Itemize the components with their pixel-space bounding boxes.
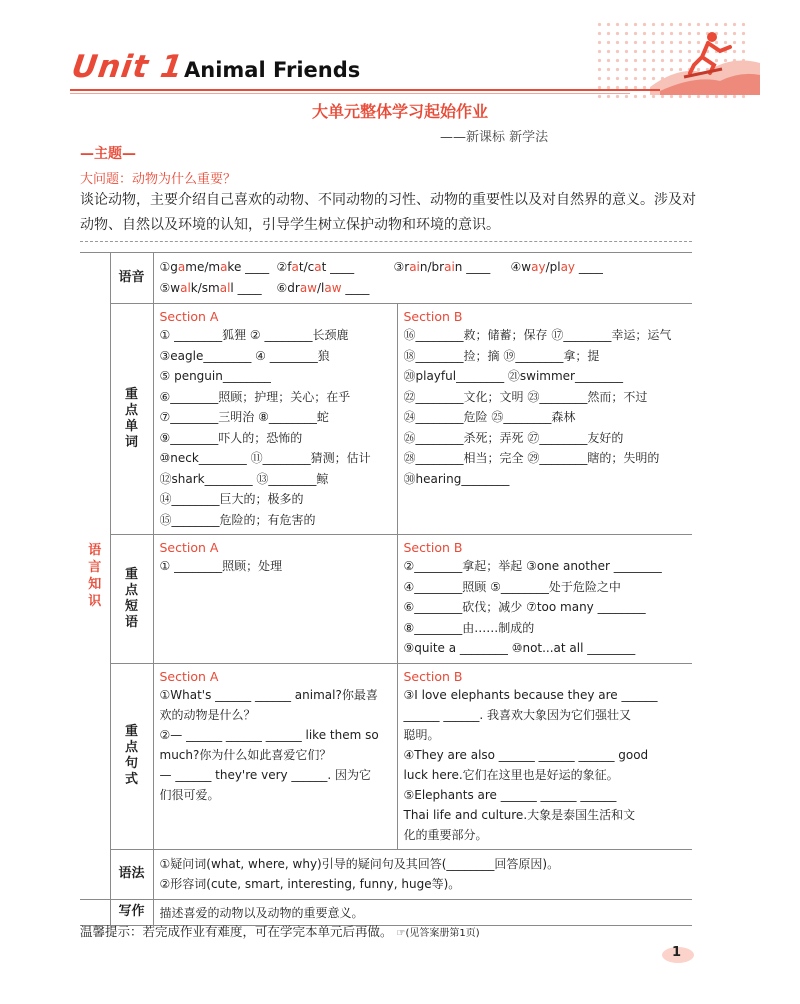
section-b-heading: Section B	[403, 668, 463, 684]
list-line: much?你为什么如此喜爱它们？	[159, 747, 332, 762]
section-b-heading: Section B	[403, 309, 463, 324]
list-line: luck here.它们在这里也是好运的象征。	[403, 767, 619, 782]
list-line: ① ________照顾；处理	[159, 559, 283, 573]
list-line: ______ ______. 我喜欢大象因为它们强壮又	[403, 707, 631, 722]
theme-intro: 谈论动物，主要介绍自己喜欢的动物、不同动物的习性、动物的重要性以及对自然界的意义。涉及对动物、自然以及环境的认知，引导学生树立保护动物和环境的意识。	[80, 192, 696, 233]
vocab-a-list	[160, 325, 391, 530]
header-divider	[70, 89, 660, 91]
unit-title: Animal Friends	[184, 58, 361, 82]
sentences-section-b	[397, 663, 692, 849]
list-line: ②________拿起；举起 ③one another ________	[403, 559, 662, 573]
grammar-list	[160, 854, 687, 895]
list-line: 欢的动物是什么？	[159, 707, 256, 722]
writing-label: 写作	[110, 899, 153, 925]
section-a-heading: Section A	[159, 309, 219, 324]
footer-tip-text: 温馨提示：若完成作业有难度，可在学完本单元后再做。	[80, 924, 393, 939]
phrases-section-a	[153, 535, 397, 664]
section-a-heading: Section A	[159, 668, 219, 684]
list-line: ⑨quite a ________ ⑩not...at all ________	[403, 641, 636, 655]
page-subtitle: ——新课标 新学法	[440, 130, 549, 145]
list-line: ③I love elephants because they are ______	[403, 687, 658, 702]
footer-tip	[80, 922, 480, 940]
phrases-b-list	[404, 556, 687, 659]
list-line: ⑮________危险的；有危害的	[159, 512, 316, 527]
list-line: ㉔________危险 ㉕________森林	[403, 410, 576, 424]
list-line: 化的重要部分。	[403, 827, 488, 842]
theme-tag: —主题—	[80, 146, 136, 162]
page-number: 1	[672, 945, 682, 960]
list-line: ⑤ penguin________	[159, 369, 271, 383]
list-line: ⑥________砍伐；减少 ⑦too many ________	[403, 600, 646, 614]
vocab-section-b	[397, 304, 692, 535]
pronunciation-label: 语音	[110, 253, 153, 304]
phrases-label: 重点短语	[110, 535, 153, 664]
pronunciation-item: ⑥draw/law ____	[276, 281, 370, 295]
list-line: Thai life and culture.大象是泰国生活和文	[403, 807, 636, 822]
list-line: ㉒________文化；文明 ㉓________然而；不过	[403, 389, 648, 404]
sentences-a-list	[160, 685, 391, 805]
section-b-heading: Section B	[403, 540, 463, 555]
pronunciation-row-2	[160, 278, 687, 299]
list-line: 聪明。	[403, 727, 440, 742]
language-knowledge-label: 语言知识	[80, 253, 110, 900]
list-line: ②— ______ ______ ______ like them so	[159, 727, 379, 742]
list-line: ⑤Elephants are ______ ______ ______	[403, 787, 617, 802]
vocab-section-a	[153, 304, 397, 535]
list-line: ㉖________杀死；弄死 ㉗________友好的	[403, 430, 624, 445]
sentences-b-list	[404, 685, 687, 845]
sentences-section-a	[153, 663, 397, 849]
list-line: 们很可爱。	[159, 787, 220, 802]
section-a-heading: Section A	[159, 540, 219, 555]
list-line: ⑦________三明治 ⑧________蛇	[159, 410, 329, 424]
list-line: ⑥________照顾；护理；关心；在乎	[159, 389, 351, 404]
list-line: ⑭________巨大的；极多的	[159, 492, 304, 506]
list-line: ⑯________救；储蓄；保存 ⑰________幸运；运气	[403, 328, 672, 342]
big-question: 大问题：动物为什么重要？	[80, 172, 237, 187]
writing-text: 描述喜爱的动物以及动物的重要意义。	[153, 899, 692, 925]
snowboarder-illustration	[650, 25, 760, 95]
vocab-label: 重点单词	[110, 304, 153, 535]
header-divider-thin	[70, 93, 630, 94]
sentences-label: 重点句式	[110, 663, 153, 849]
list-line: ① ________狐狸 ② ________长颈鹿	[159, 328, 349, 342]
pronunciation-item: ④way/play ____	[510, 260, 603, 274]
list-line: — ______ they're very ______. 因为它	[159, 767, 372, 782]
pronunciation-cell	[153, 253, 692, 304]
unit-logo: Unit 1	[69, 49, 186, 85]
list-line: ⑧________由……制成的	[403, 620, 535, 635]
list-line: ①What's ______ ______ animal?你最喜	[159, 687, 378, 702]
list-line: ②形容词(cute, smart, interesting, funny, huge等)。	[159, 877, 461, 891]
pronunciation-item: ③rain/brain ____	[393, 260, 491, 274]
pronunciation-row-1	[160, 257, 687, 278]
phrases-section-b	[397, 535, 692, 664]
pronunciation-item: ①game/make ____	[159, 260, 270, 274]
grammar-cell	[153, 849, 692, 899]
list-line: ㉚hearing________	[403, 471, 510, 486]
pronunciation-item: ⑤walk/small ____	[159, 281, 262, 295]
dashed-divider	[80, 241, 692, 242]
vocab-b-list	[404, 325, 687, 489]
list-line: ④They are also ______ ______ ______ good	[403, 747, 649, 762]
list-line: ⑫shark________ ⑬________鲸	[159, 471, 329, 486]
list-line: ⑩neck________ ⑪________猜测；估计	[159, 451, 371, 465]
grammar-label: 语法	[110, 849, 153, 899]
list-line: ⑳playful________ ㉑swimmer________	[403, 369, 623, 383]
knowledge-table	[80, 252, 692, 926]
page-title: 大单元整体学习起始作业	[311, 102, 488, 121]
list-line: ㉘________相当；完全 ㉙________瞎的；失明的	[403, 451, 660, 465]
list-line: ⑱________捡；摘 ⑲________拿；提	[403, 348, 600, 363]
phrases-a-list	[160, 556, 391, 577]
answer-reference: ☞(见答案册第1页)	[396, 928, 480, 939]
list-line: ⑨________吓人的；恐怖的	[159, 430, 303, 445]
list-line: ③eagle________ ④ ________狼	[159, 348, 330, 363]
pronunciation-item: ②fat/cat ____	[276, 260, 355, 274]
list-line: ①疑问词(what, where, why)引导的疑问句及其回答(________回答原因)。	[159, 856, 560, 871]
list-line: ④________照顾 ⑤________处于危险之中	[403, 579, 621, 594]
